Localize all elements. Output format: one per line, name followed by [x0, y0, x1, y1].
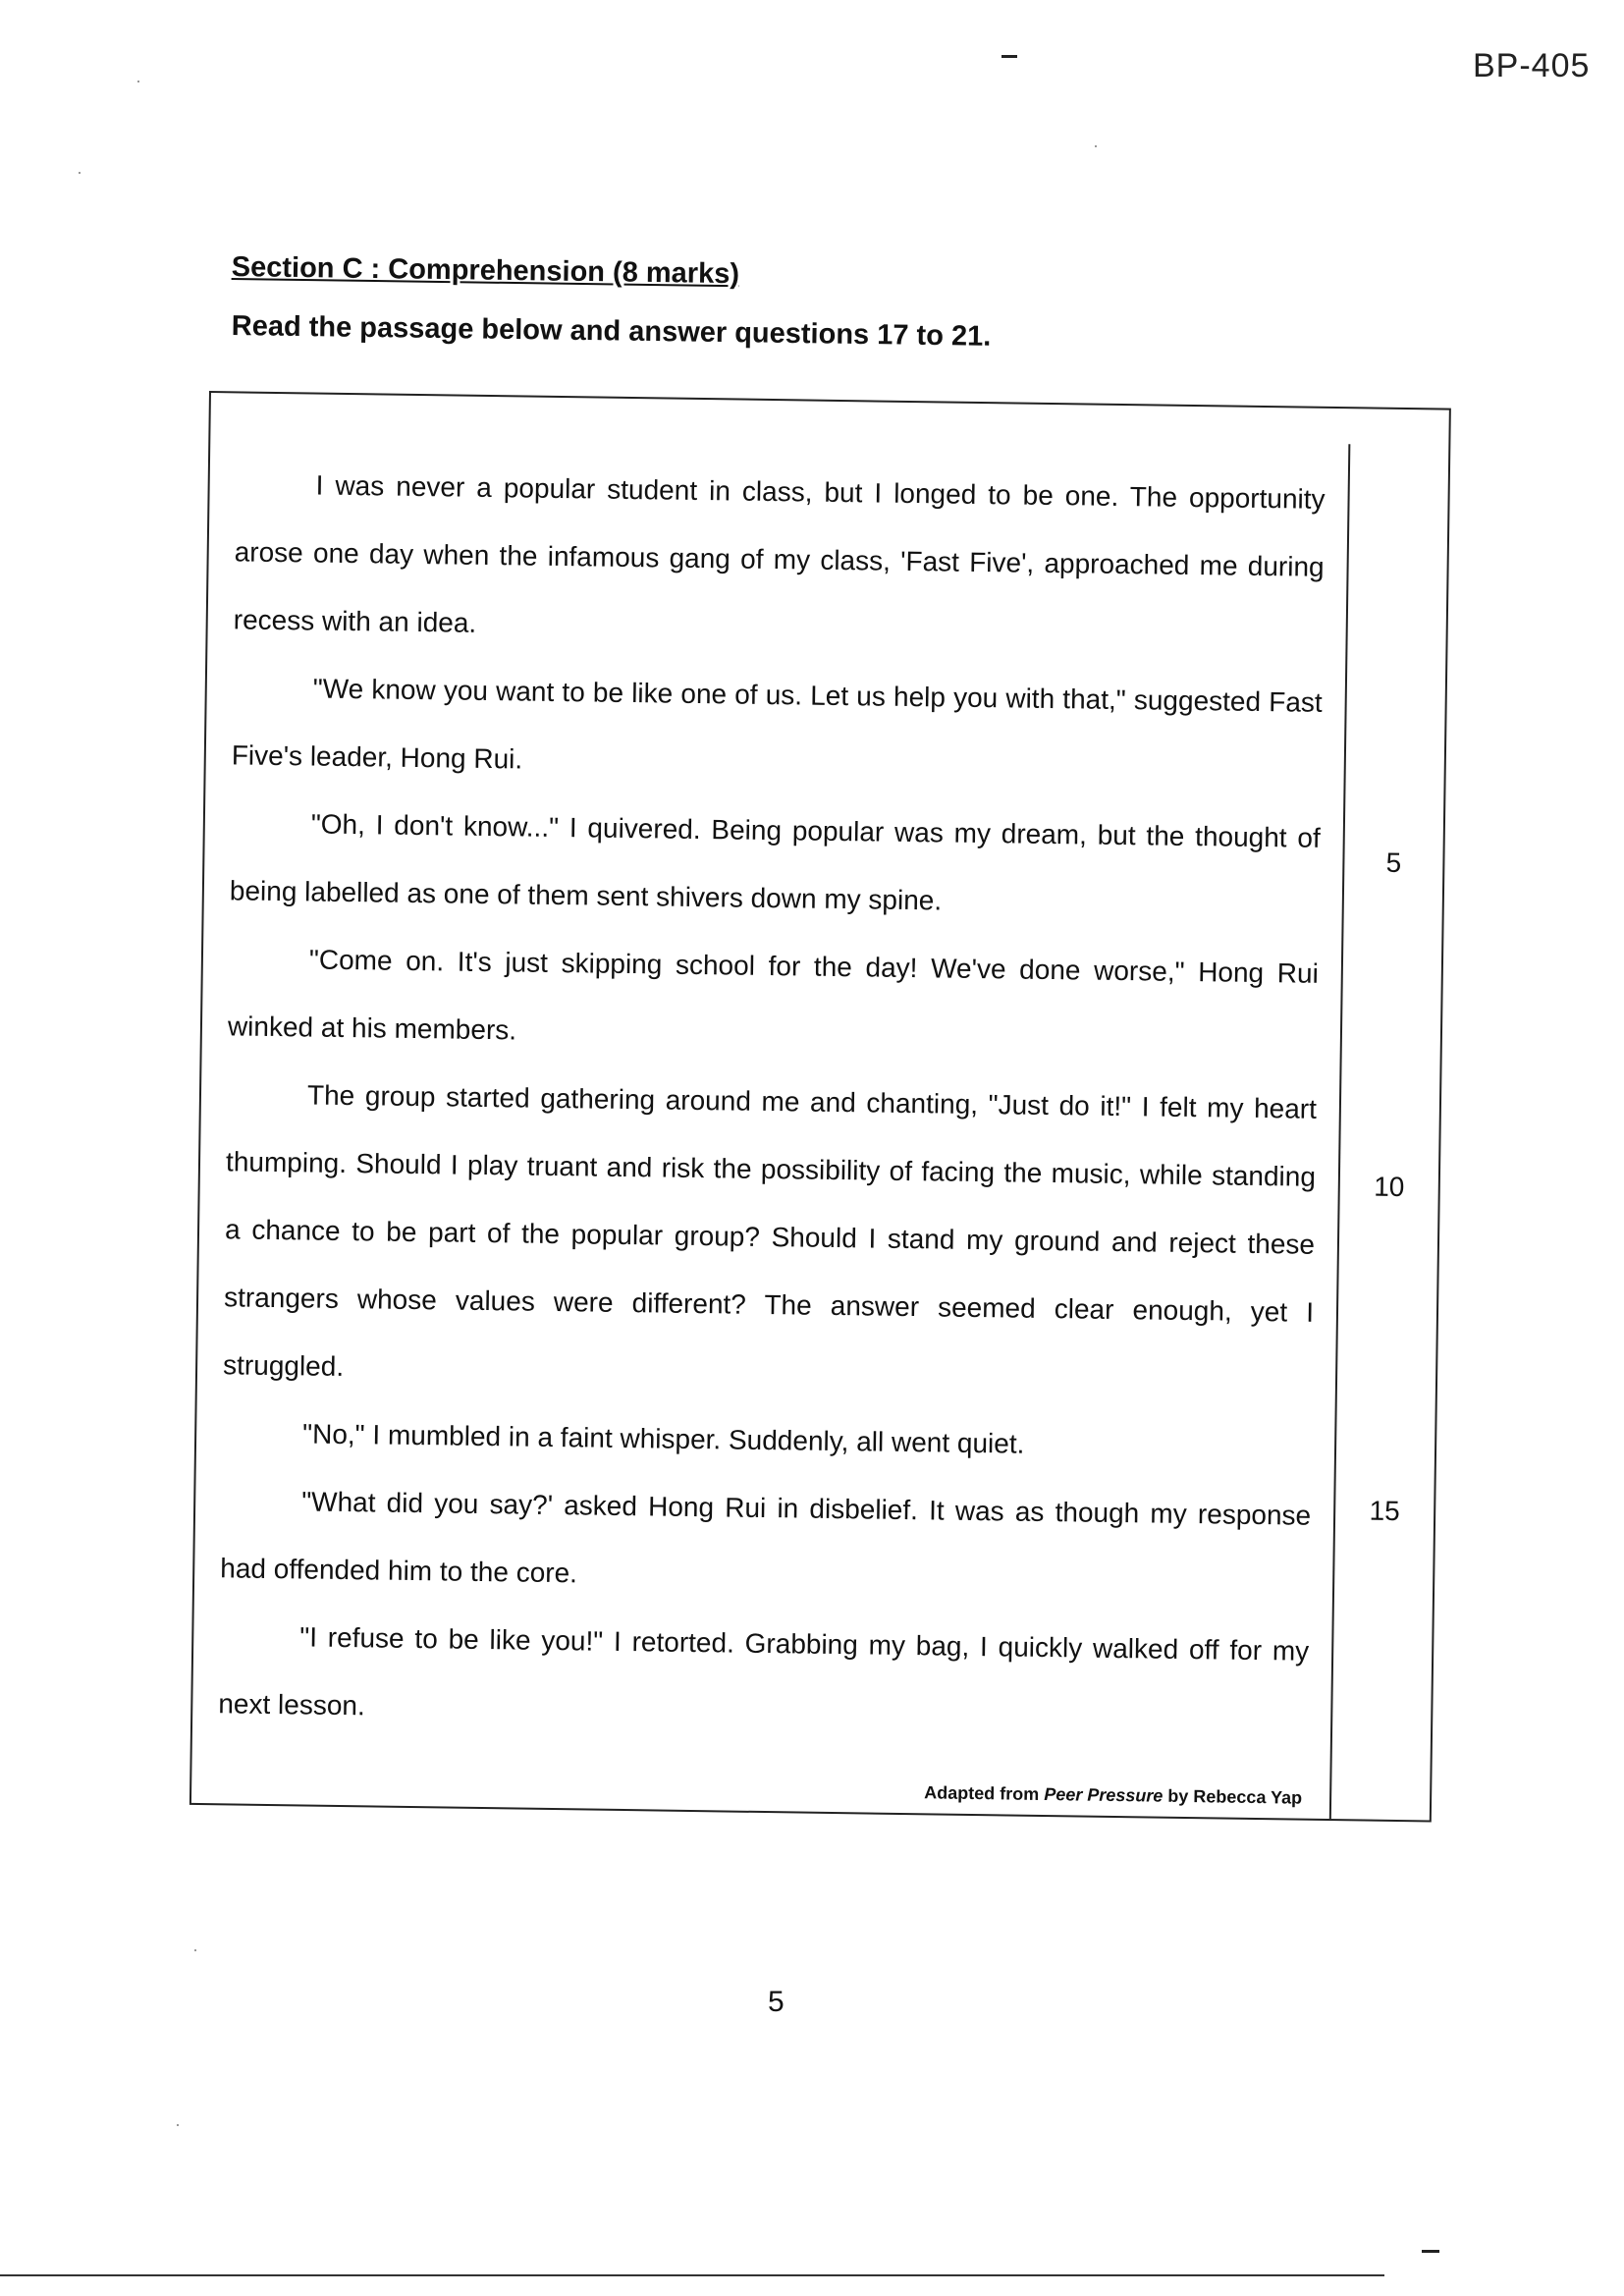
line-number-10: 10 — [1374, 1171, 1405, 1203]
passage-paragraph: "Come on. It's just skipping school for the day! We've done worse," Hong Rui winked at his members. — [227, 944, 1320, 1046]
passage-box — [189, 391, 1451, 1823]
scan-speck — [177, 2124, 179, 2126]
scan-speck — [79, 172, 81, 174]
credit-author: by Rebecca Yap — [1167, 1785, 1303, 1808]
credit-title: Peer Pressure — [1044, 1784, 1164, 1806]
page-number: 5 — [768, 1986, 785, 2018]
passage-paragraph: The group started gathering around me and chanting, "Just do it!" I felt my heart thumping. Should I play truant and risk the possibility of facing the music, while standing a chance to be part of the popular group? Should I stand my ground and reject these strangers whose values were different? The answer seemed clear enough, yet I struggled. — [222, 1079, 1318, 1383]
section-title: Section C : Comprehension (8 marks) — [231, 251, 740, 291]
line-number-15: 15 — [1369, 1495, 1400, 1527]
scan-speck — [137, 81, 139, 82]
scan-mark-top — [1001, 55, 1017, 58]
passage-paragraph: "What did you say?' asked Hong Rui in disbelief. It was as though my response had offended him to the core. — [220, 1486, 1312, 1589]
passage-text — [218, 450, 1326, 1752]
passage-paragraph: "We know you want to be like one of us. Let us help you with that," suggested Fast Five's leader, Hong Rui. — [231, 673, 1323, 775]
section-instruction: Read the passage below and answer questions 17 to 21. — [231, 310, 992, 353]
scan-speck — [194, 1949, 196, 1951]
passage-credit — [924, 1782, 1302, 1808]
passage-paragraph: "Oh, I don't know..." I quivered. Being popular was my dream, but the thought of being labelled as one of them sent shivers down my spine. — [229, 808, 1321, 916]
scan-speck — [1095, 145, 1097, 147]
paper-code: BP-405 — [1473, 47, 1591, 84]
passage-paragraph: "No," I mumbled in a faint whisper. Suddenly, all went quiet. — [301, 1418, 1025, 1459]
passage-paragraph: I was never a popular student in class, but I longed to be one. The opportunity arose one day when the infamous gang of my class, 'Fast Five', approached me during recess with an idea. — [233, 469, 1326, 638]
credit-prefix: Adapted from — [924, 1782, 1040, 1804]
line-number-column — [1329, 444, 1449, 1820]
line-number-5: 5 — [1385, 847, 1402, 878]
passage-paragraph: "I refuse to be like you!" I retorted. Grabbing my bag, I quickly walked off for my next lesson. — [218, 1621, 1310, 1722]
scan-mark-bottom-right — [1422, 2250, 1439, 2253]
bottom-scan-rule — [0, 2274, 1384, 2276]
